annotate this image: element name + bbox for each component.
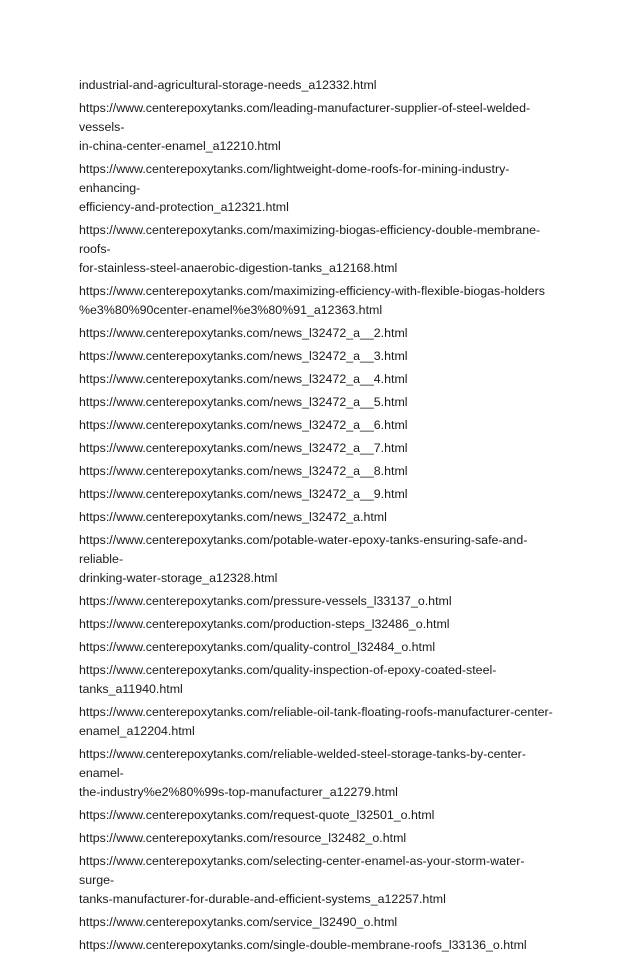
url-line: https://www.centerepoxytanks.com/news_l32472_a.html xyxy=(79,510,387,524)
url-line: https://www.centerepoxytanks.com/potable-water-epoxy-tanks-ensuring-safe-and-reliable- drinking-water-storage_a12328.html xyxy=(79,533,528,585)
url-list xyxy=(79,76,559,959)
url-line: https://www.centerepoxytanks.com/quality-control_l32484_o.html xyxy=(79,640,436,654)
url-line: https://www.centerepoxytanks.com/selecting-center-enamel-as-your-storm-water-surge- tanks-manufacturer-for-durable-and-efficient-systems_a12257.html xyxy=(79,854,525,906)
url-line: https://www.centerepoxytanks.com/leading-manufacturer-supplier-of-steel-welded-vessels- in-china-center-enamel_a12210.html xyxy=(79,101,531,153)
url-line: https://www.centerepoxytanks.com/news_l32472_a__4.html xyxy=(79,372,408,386)
url-line: https://www.centerepoxytanks.com/quality-inspection-of-epoxy-coated-steel- tanks_a11940.html xyxy=(79,663,497,696)
url-line: https://www.centerepoxytanks.com/news_l32472_a__8.html xyxy=(79,464,408,478)
url-line: https://www.centerepoxytanks.com/news_l32472_a__5.html xyxy=(79,395,408,409)
url-line: https://www.centerepoxytanks.com/maximizing-biogas-efficiency-double-membrane-roofs- for-stainless-steel-anaerobic-digestion-tanks_a12168.html xyxy=(79,223,541,275)
url-line: https://www.centerepoxytanks.com/single-double-membrane-roofs_l33136_o.html xyxy=(79,938,527,952)
url-line: https://www.centerepoxytanks.com/news_l32472_a__6.html xyxy=(79,418,408,432)
url-line: https://www.centerepoxytanks.com/news_l32472_a__3.html xyxy=(79,349,408,363)
url-line: https://www.centerepoxytanks.com/reliable-oil-tank-floating-roofs-manufacturer-center- enamel_a12204.html xyxy=(79,705,553,738)
url-line: https://www.centerepoxytanks.com/lightweight-dome-roofs-for-mining-industry-enhancing- efficiency-and-protection_a12321.html xyxy=(79,162,510,214)
url-line: https://www.centerepoxytanks.com/news_l32472_a__7.html xyxy=(79,441,408,455)
url-line: https://www.centerepoxytanks.com/production-steps_l32486_o.html xyxy=(79,617,450,631)
url-line: https://www.centerepoxytanks.com/service_l32490_o.html xyxy=(79,915,398,929)
url-line: https://www.centerepoxytanks.com/maximizing-efficiency-with-flexible-biogas-holders %e3%80%90center-enamel%e3%80%91_a12363.html xyxy=(79,284,545,317)
url-line: https://www.centerepoxytanks.com/news_l32472_a__9.html xyxy=(79,487,408,501)
url-line: https://www.centerepoxytanks.com/reliable-welded-steel-storage-tanks-by-center-enamel- the-industry%e2%80%99s-top-manufacturer_a12279.html xyxy=(79,747,526,799)
url-line: https://www.centerepoxytanks.com/resource_l32482_o.html xyxy=(79,831,407,845)
url-line: industrial-and-agricultural-storage-needs_a12332.html xyxy=(79,78,377,92)
url-line: https://www.centerepoxytanks.com/pressure-vessels_l33137_o.html xyxy=(79,594,452,608)
url-line: https://www.centerepoxytanks.com/request-quote_l32501_o.html xyxy=(79,808,435,822)
url-line: https://www.centerepoxytanks.com/news_l32472_a__2.html xyxy=(79,326,408,340)
